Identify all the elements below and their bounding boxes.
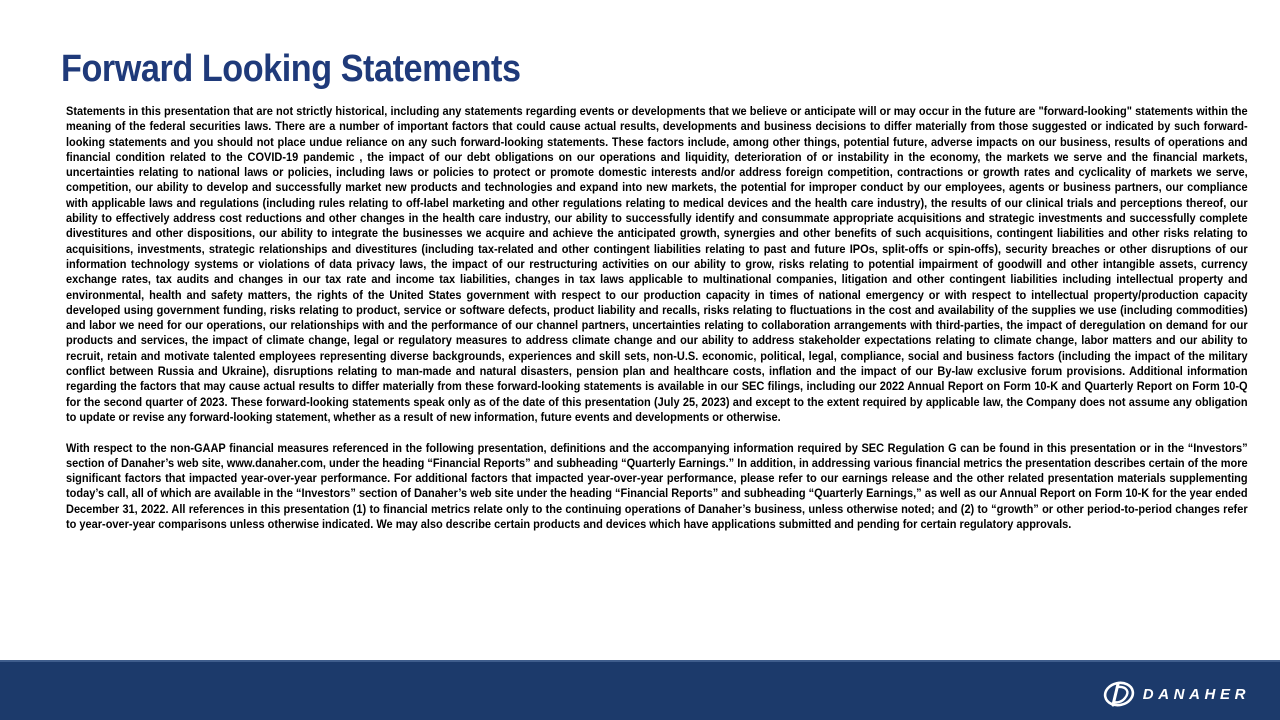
disclaimer-text	[66, 104, 1248, 532]
danaher-logo-icon	[1103, 680, 1139, 708]
forward-looking-paragraph: Statements in this presentation that are not strictly historical, including any statements regarding events or developments that we believe or anticipate will or may occur in the future are "forward-looking" statements within the meaning of the federal securities laws. There are a number of important factors that could cause actual results, developments and business decisions to differ materially from those suggested or indicated by such forward-looking statements and you should not place undue reliance on any such forward-looking statements. These factors include, among other things, potential future, adverse impacts on our business, results of operations and financial condition related to the COVID-19 pandemic , the impact of our debt obligations on our operations and liquidity, deterioration of or instability in the economy, the markets we serve and the financial markets, uncertainties relating to national laws or policies, including laws or policies to protect or promote domestic interests and/or address foreign competition, contractions or growth rates and cyclicality of markets we serve, competition, our ability to develop and successfully market new products and technologies and expand into new markets, the potential for improper conduct by our employees, agents or business partners, our compliance with applicable laws and regulations (including rules relating to off-label marketing and other regulations relating to medical devices and the health care industry), the results of our clinical trials and perceptions thereof, our ability to effectively address cost reductions and other changes in the health care industry, our ability to successfully identify and consummate appropriate acquisitions and strategic investments and successfully complete divestitures and other dispositions, our ability to integrate the businesses we acquire and achieve the anticipated growth, synergies and other benefits of such acquisitions, contingent liabilities and other risks relating to acquisitions, investments, strategic relationships and divestitures (including tax-related and other contingent liabilities relating to past and future IPOs, split-offs or spin-offs), security breaches or other disruptions of our information technology systems or violations of data privacy laws, the impact of our restructuring activities on our ability to grow, risks relating to potential impairment of goodwill and other intangible assets, currency exchange rates, tax audits and changes in our tax rate and income tax liabilities, changes in tax laws applicable to multinational companies, litigation and other contingent liabilities including intellectual property and environmental, health and safety matters, the rights of the United States government with respect to our production capacity in times of national emergency or with respect to intellectual property/production capacity developed using government funding, risks relating to product, service or software defects, product liability and recalls, risks relating to fluctuations in the cost and availability of the supplies we use (including commodities) and labor we need for our operations, our relationships with and the performance of our channel partners, uncertainties relating to collaboration arrangements with third-parties, the impact of deregulation on demand for our products and services, the impact of climate change, legal or regulatory measures to address climate change and our ability to address stakeholder expectations relating to climate change, labor matters and our ability to recruit, retain and motivate talented employees representing diverse backgrounds, experiences and skill sets, non-U.S. economic, political, legal, compliance, social and business factors (including the impact of the military conflict between Russia and Ukraine), disruptions relating to man-made and natural disasters, pension plan and healthcare costs, inflation and the impact of our By-law exclusive forum provisions. Additional information regarding the factors that may cause actual results to differ materially from these forward-looking statements is available in our SEC filings, including our 2022 Annual Report on Form 10-K and Quarterly Report on Form 10-Q for the second quarter of 2023. These forward-looking statements speak only as of the date of this presentation (July 25, 2023) and except to the extent required by applicable law, the Company does not assume any obligation to update or revise any forward-looking statement, whether as a result of new information, future events and developments or otherwise.	[66, 104, 1248, 424]
danaher-logo-wordmark: DANAHER	[1142, 685, 1250, 703]
slide-title: Forward Looking Statements	[61, 48, 521, 90]
danaher-logo	[1103, 680, 1250, 708]
footer-bar	[0, 662, 1280, 720]
non-gaap-paragraph: With respect to the non-GAAP financial measures referenced in the following presentation, definitions and the accompanying information required by SEC Regulation G can be found in this presentation or in the “Investors” section of Danaher’s web site, www.danaher.com, under the heading “Financial Reports” and subheading “Quarterly Earnings.” In addition, in addressing various financial metrics the presentation describes certain of the more significant factors that impacted year-over-year performance. For additional factors that impacted year-over-year performance, please refer to our earnings release and the other related presentation materials supplementing today’s call, all of which are available in the “Investors” section of Danaher’s web site under the heading “Financial Reports” and subheading “Quarterly Earnings,” as well as our Annual Report on Form 10-K for the year ended December 31, 2022. All references in this presentation (1) to financial metrics relate only to the continuing operations of Danaher’s business, unless otherwise noted; and (2) to “growth” or other period-to-period changes refer to year-over-year comparisons unless otherwise indicated. We may also describe certain products and devices which have applications submitted and pending for certain regulatory approvals.	[66, 440, 1248, 532]
